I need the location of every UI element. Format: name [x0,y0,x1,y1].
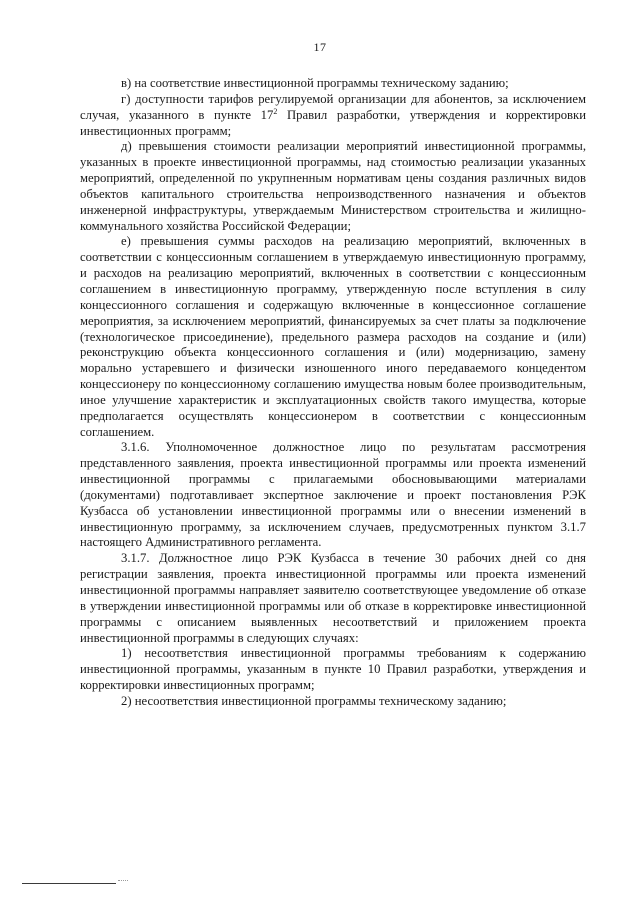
paragraph-3-1-6 [80,440,586,551]
paragraph-item-1 [80,646,586,694]
paragraph-text: д) превышения стоимости реализации мероприятий инвестиционной программы, указанных в проекте инвестиционной программы, над стоимостью реализации указанных мероприятий, определенной по укрупненным нормативам цены создания различных видов объектов капитального строительства непроизводственного назначения и объектов инженерной инфраструктуры, утверждаемым Министерством строительства и жилищно-коммунального хозяйства Российской Федерации; [80,139,586,233]
paragraph-v [80,76,586,92]
paragraph-text: е) превышения суммы расходов на реализацию мероприятий, включенных в соответствии с концессионным соглашением в утверждаемую инвестиционную программу, и расходов на реализацию мероприятий, включенных в соответствии с концессионным соглашением в инвестиционную программу, утвержденную после вступления в силу концессионного соглашения и содержащую включенные в концессионное соглашение мероприятия, за исключением мероприятий, финансируемых за счет платы за подключение (технологическое присоединение), предельного размера расходов на создание и (или) реконструкцию объекта концессионного соглашения и (или) модернизацию, замену морально устаревшего и физически изношенного иного передаваемого концедентом концессионеру по концессионному соглашению имущества новым более производительным, иное улучшение характеристик и эксплуатационных свойств такого имущества, которые предполагается осуществлять концессионером в соответствии с концессионным соглашением. [80,234,586,439]
superscript-2: 2 [273,106,278,116]
paragraph-text: г) доступности тарифов регулируемой организации для абонентов, за исключением случая, указанного в пункте 17 [80,91,586,122]
document-body [80,76,586,710]
paragraph-item-2 [80,694,586,710]
paragraph-text: 2) несоответствия инвестиционной программы техническому заданию; [121,693,507,708]
paragraph-g [80,92,586,140]
paragraph-text: 3.1.7. Должностное лицо РЭК Кузбасса в течение 30 рабочих дней со дня регистрации заявления, проекта инвестиционной программы или проекта изменений инвестиционной программы направляет заявителю соответствующее уведомление об отказе в утверждении инвестиционной программы или об отказе в корректировке инвестиционной программы с описанием выявленных несоответствий и приложением проекта инвестиционной программы в следующих случаях: [80,551,586,645]
page-number: 17 [313,40,327,54]
paragraph-text-tail: Правил разработки, утверждения и корректировки инвестиционных программ; [80,107,586,138]
paragraph-text: 1) несоответствия инвестиционной программы требованиям к содержанию инвестиционной программы, указанным в пункте 10 Правил разработки, утверждения и корректировки инвестиционных программ; [80,646,586,693]
paragraph-3-1-7 [80,551,586,646]
footer-dotted-mark [118,880,128,881]
footer-rule [22,883,116,884]
paragraph-text: в) на соответствие инвестиционной программы техническому заданию; [121,76,509,90]
paragraph-text: 3.1.6. Уполномоченное должностное лицо по результатам рассмотрения представленного заявления, проекта инвестиционной программы или проекта изменений инвестиционной программы с прилагаемыми обосновывающими материалами (документами) подготавливает экспертное заключение и проект постановления РЭК Кузбасса об установлении инвестиционной программы или о внесении изменений в инвестиционную программу, за исключением случаев, предусмотренных пунктом 3.1.7 настоящего Административного регламента. [80,440,586,550]
paragraph-e [80,234,586,440]
paragraph-d [80,139,586,234]
